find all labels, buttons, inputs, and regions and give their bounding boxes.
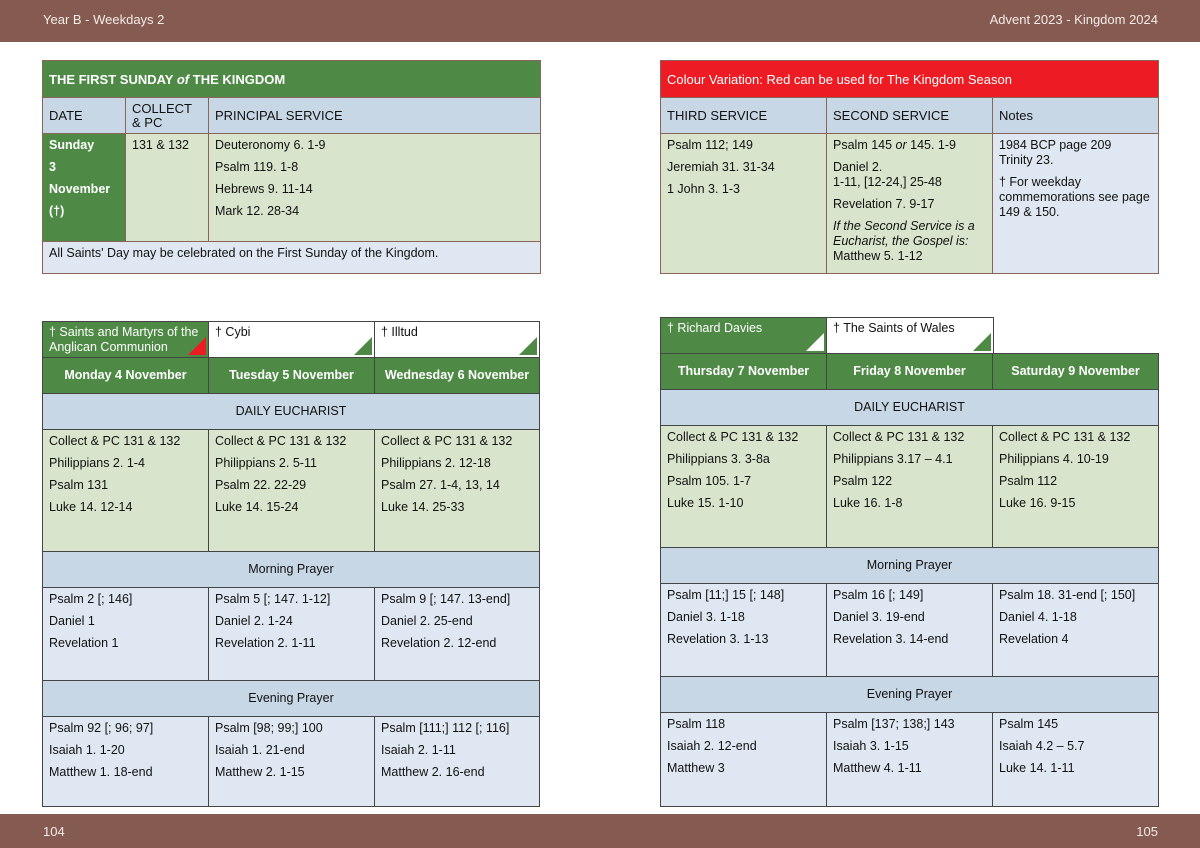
white-triangle-icon bbox=[806, 333, 824, 351]
evening-prayer-heading-right: Evening Prayer bbox=[661, 677, 1159, 713]
second-service: Psalm 145 or 145. 1-9 Daniel 2. 1-11, [12-24,] 25-48 Revelation 7. 9-17 If the Second Service is a Eucharist, the Gospel is: Matthew 5. 1-12 bbox=[827, 134, 993, 274]
eucharist-friday: Collect & PC 131 & 132 Philippians 3.17 – 4.1 Psalm 122 Luke 16. 1-8 bbox=[827, 426, 993, 548]
daily-eucharist-heading: DAILY EUCHARIST bbox=[43, 394, 540, 430]
week-left-table bbox=[42, 321, 540, 807]
green-triangle-icon bbox=[973, 333, 991, 351]
week-right-commemorations bbox=[660, 317, 994, 354]
day-thursday: Thursday 7 November bbox=[661, 354, 827, 390]
green-triangle-icon bbox=[519, 337, 537, 355]
morning-prayer-heading-right: Morning Prayer bbox=[661, 548, 1159, 584]
page-footer bbox=[0, 814, 1200, 848]
evening-thursday: Psalm 118 Isaiah 2. 12-end Matthew 3 bbox=[661, 713, 827, 807]
week-right-table bbox=[660, 353, 1159, 807]
commemoration-tuesday: † Cybi bbox=[209, 322, 375, 358]
sunday-table bbox=[42, 60, 541, 274]
day-saturday: Saturday 9 November bbox=[993, 354, 1159, 390]
sunday-principal: Deuteronomy 6. 1-9 Psalm 119. 1-8 Hebrews 9. 11-14 Mark 12. 28-34 bbox=[209, 134, 541, 242]
third-service: Psalm 112; 149 Jeremiah 31. 31-34 1 John 3. 1-3 bbox=[661, 134, 827, 274]
daily-eucharist-heading-right: DAILY EUCHARIST bbox=[661, 390, 1159, 426]
day-wednesday: Wednesday 6 November bbox=[375, 358, 540, 394]
sunday-note: All Saints' Day may be celebrated on the First Sunday of the Kingdom. bbox=[43, 242, 541, 274]
morning-friday: Psalm 16 [; 149] Daniel 3. 19-end Revelation 3. 14-end bbox=[827, 584, 993, 677]
evening-wednesday: Psalm [111;] 112 [; 116] Isaiah 2. 1-11 Matthew 2. 16-end bbox=[375, 717, 540, 807]
evening-prayer-heading: Evening Prayer bbox=[43, 681, 540, 717]
sunday-date: Sunday 3 November (†) bbox=[43, 134, 126, 242]
morning-saturday: Psalm 18. 31-end [; 150] Daniel 4. 1-18 Revelation 4 bbox=[993, 584, 1159, 677]
header-left: Year B - Weekdays 2 bbox=[43, 12, 165, 27]
commemoration-wednesday: † Illtud bbox=[375, 322, 540, 358]
morning-thursday: Psalm [11;] 15 [; 148] Daniel 3. 1-18 Revelation 3. 1-13 bbox=[661, 584, 827, 677]
day-tuesday: Tuesday 5 November bbox=[209, 358, 375, 394]
day-friday: Friday 8 November bbox=[827, 354, 993, 390]
col-notes: Notes bbox=[993, 98, 1159, 134]
col-date: DATE bbox=[43, 98, 126, 134]
morning-monday: Psalm 2 [; 146] Daniel 1 Revelation 1 bbox=[43, 588, 209, 681]
evening-saturday: Psalm 145 Isaiah 4.2 – 5.7 Luke 14. 1-11 bbox=[993, 713, 1159, 807]
sunday-collect: 131 & 132 bbox=[126, 134, 209, 242]
col-third: THIRD SERVICE bbox=[661, 98, 827, 134]
sunday-title: THE FIRST SUNDAY of THE KINGDOM bbox=[43, 61, 541, 98]
commemoration-thursday: † Richard Davies bbox=[661, 318, 827, 354]
evening-friday: Psalm [137; 138;] 143 Isaiah 3. 1-15 Matthew 4. 1-11 bbox=[827, 713, 993, 807]
page-number-left: 104 bbox=[43, 824, 65, 839]
morning-prayer-heading: Morning Prayer bbox=[43, 552, 540, 588]
eucharist-thursday: Collect & PC 131 & 132 Philippians 3. 3-8a Psalm 105. 1-7 Luke 15. 1-10 bbox=[661, 426, 827, 548]
colour-variation: Colour Variation: Red can be used for The Kingdom Season bbox=[661, 61, 1159, 98]
col-principal: PRINCIPAL SERVICE bbox=[209, 98, 541, 134]
evening-tuesday: Psalm [98; 99;] 100 Isaiah 1. 21-end Matthew 2. 1-15 bbox=[209, 717, 375, 807]
eucharist-saturday: Collect & PC 131 & 132 Philippians 4. 10-19 Psalm 112 Luke 16. 9-15 bbox=[993, 426, 1159, 548]
commemoration-monday: † Saints and Martyrs of the Anglican Communion bbox=[43, 322, 209, 358]
col-second: SECOND SERVICE bbox=[827, 98, 993, 134]
evening-monday: Psalm 92 [; 96; 97] Isaiah 1. 1-20 Matthew 1. 18-end bbox=[43, 717, 209, 807]
commemoration-friday: † The Saints of Wales bbox=[827, 318, 994, 354]
eucharist-tuesday: Collect & PC 131 & 132 Philippians 2. 5-11 Psalm 22. 22-29 Luke 14. 15-24 bbox=[209, 430, 375, 552]
header-right: Advent 2023 - Kingdom 2024 bbox=[989, 12, 1158, 27]
col-collect: COLLECT & PC bbox=[126, 98, 209, 134]
sunday-services-table bbox=[660, 60, 1159, 274]
green-triangle-icon bbox=[354, 337, 372, 355]
page-number-right: 105 bbox=[1136, 824, 1158, 839]
morning-tuesday: Psalm 5 [; 147. 1-12] Daniel 2. 1-24 Revelation 2. 1-11 bbox=[209, 588, 375, 681]
eucharist-monday: Collect & PC 131 & 132 Philippians 2. 1-4 Psalm 131 Luke 14. 12-14 bbox=[43, 430, 209, 552]
eucharist-wednesday: Collect & PC 131 & 132 Philippians 2. 12-18 Psalm 27. 1-4, 13, 14 Luke 14. 25-33 bbox=[375, 430, 540, 552]
morning-wednesday: Psalm 9 [; 147. 13-end] Daniel 2. 25-end Revelation 2. 12-end bbox=[375, 588, 540, 681]
page-header bbox=[0, 0, 1200, 42]
notes: 1984 BCP page 209 Trinity 23. † For weekday commemorations see page 149 & 150. bbox=[993, 134, 1159, 274]
red-triangle-icon bbox=[188, 337, 206, 355]
day-monday: Monday 4 November bbox=[43, 358, 209, 394]
